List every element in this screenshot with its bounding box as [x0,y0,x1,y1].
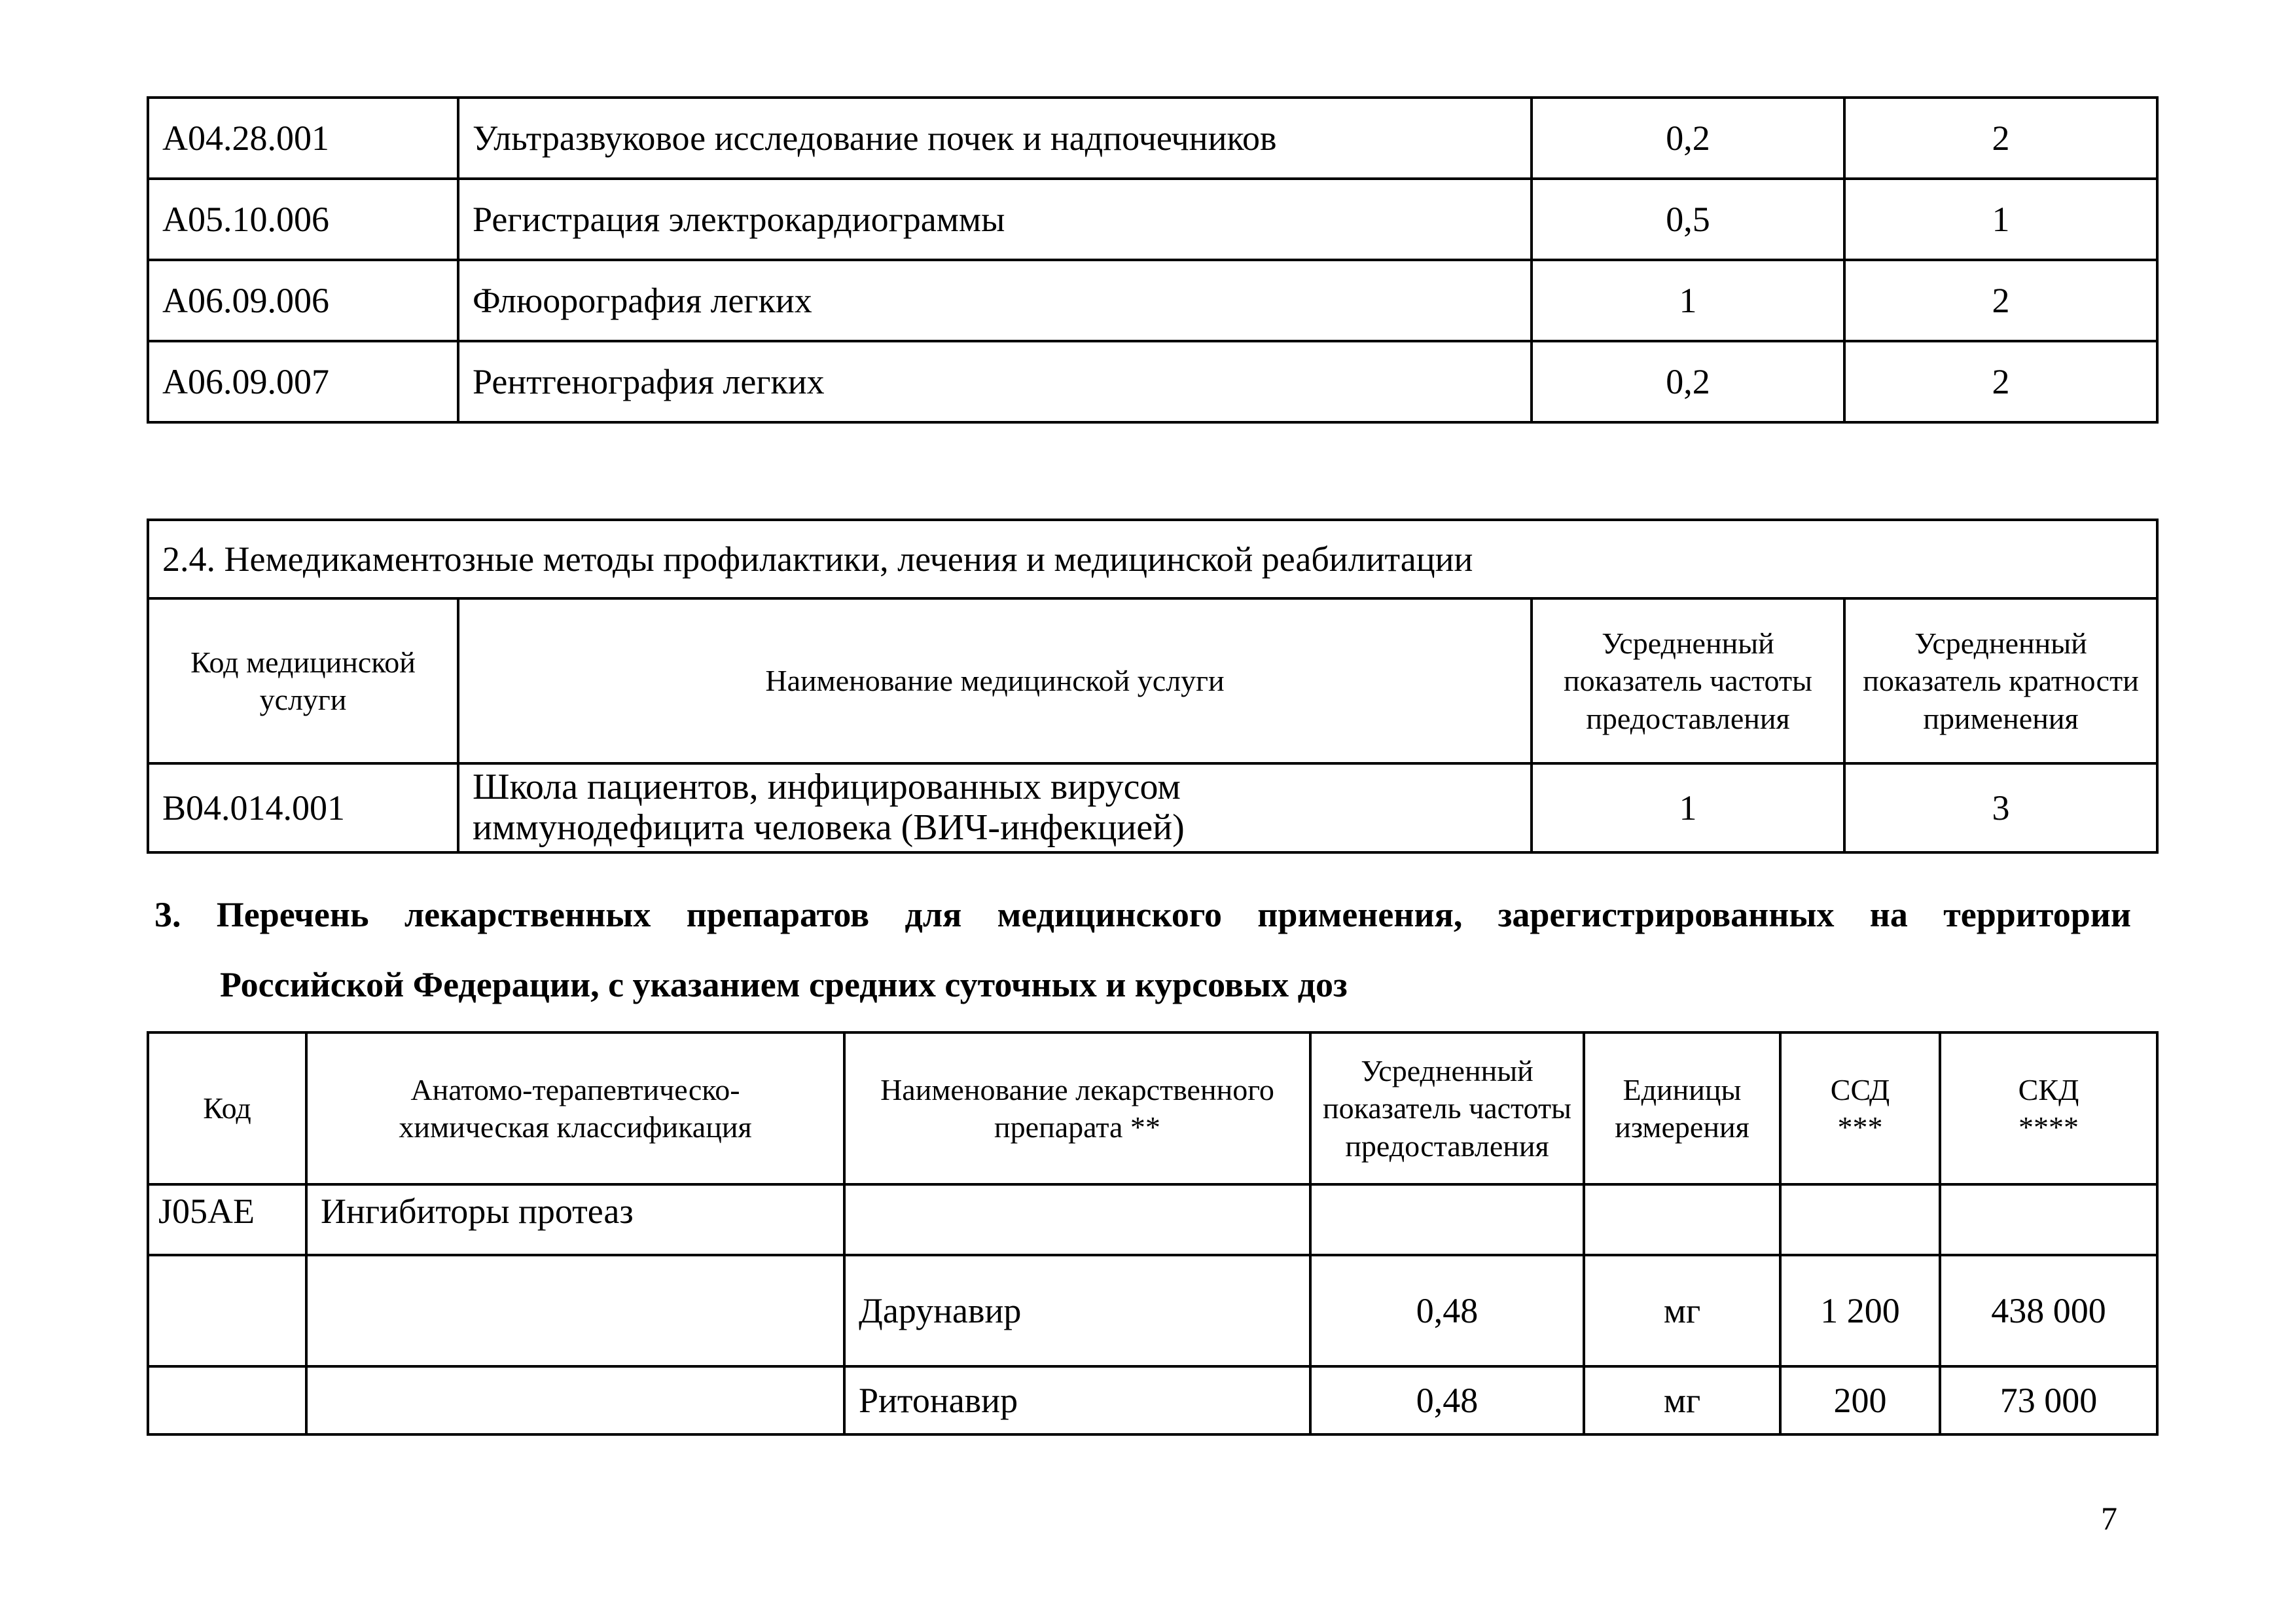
header-row [148,1032,2157,1184]
table-row [148,260,2157,341]
heading-line-1 [154,894,2131,936]
service-frequency: 0,2 [1532,341,1844,422]
service-name-line: иммунодефицита человека (ВИЧ-инфекцией) [473,807,1185,848]
service-multiplicity: 3 [1844,763,2157,852]
header-units: Единицы измерения [1584,1032,1780,1184]
heading-word: 3. [154,895,181,934]
heading-word: зарегистрированных [1498,895,1835,934]
page-number: 7 [2101,1500,2117,1537]
drug-unit: мг [1584,1366,1780,1434]
heading-word: для [905,895,962,934]
header-drug-name: Наименование лекарственного препарата ** [844,1032,1310,1184]
drugs-table [147,1031,2159,1436]
empty-cell [844,1184,1310,1255]
heading-word: Перечень [216,895,369,934]
header-frequency: Усредненный показатель частоты предоставления [1310,1032,1584,1184]
heading-word: на [1869,895,1908,934]
service-name: Рентгенография легких [458,341,1532,422]
table-row [148,1255,2157,1366]
service-code: А04.28.001 [148,98,458,179]
service-code: А06.09.007 [148,341,458,422]
heading-word: применения, [1257,895,1463,934]
service-name: Ультразвуковое исследование почек и надпочечников [458,98,1532,179]
empty-cell [306,1255,844,1366]
group-row [148,1184,2157,1255]
service-frequency: 1 [1532,763,1844,852]
service-name: Регистрация электрокардиограммы [458,179,1532,260]
drug-ssd: 200 [1780,1366,1940,1434]
table-row [148,98,2157,179]
header-code: Код [148,1032,306,1184]
service-code: А06.09.006 [148,260,458,341]
service-name-line: Школа пациентов, инфицированных вирусом [473,767,1181,808]
heading-word: медицинского [997,895,1222,934]
empty-cell [1310,1184,1584,1255]
service-frequency: 0,5 [1532,179,1844,260]
heading-word: территории [1943,895,2131,934]
service-name: Флюорография легких [458,260,1532,341]
drug-ssd: 1 200 [1780,1255,1940,1366]
empty-cell [306,1366,844,1434]
header-name: Наименование медицинской услуги [458,598,1532,763]
header-frequency: Усредненный показатель частоты предоставления [1532,598,1844,763]
drug-name: Ритонавир [844,1366,1310,1434]
table-row [148,341,2157,422]
header-ssd: ССД *** [1780,1032,1940,1184]
service-multiplicity: 2 [1844,98,2157,179]
empty-cell [1940,1184,2157,1255]
section-title: 2.4. Немедикаментозные методы профилактики, лечения и медицинской реабилитации [148,520,2157,598]
drug-skd: 438 000 [1940,1255,2157,1366]
header-code: Код медицинской услуги [148,598,458,763]
service-multiplicity: 2 [1844,260,2157,341]
service-frequency: 1 [1532,260,1844,341]
service-code: В04.014.001 [148,763,458,852]
drug-frequency: 0,48 [1310,1366,1584,1434]
heading-word: препаратов [686,895,870,934]
heading-line-2: Российской Федерации, с указанием средних суточных и курсовых доз [220,964,1348,1004]
header-row [148,598,2157,763]
header-skd: СКД **** [1940,1032,2157,1184]
table-row [148,1366,2157,1434]
empty-cell [1584,1184,1780,1255]
service-multiplicity: 2 [1844,341,2157,422]
drug-name: Дарунавир [844,1255,1310,1366]
drug-skd: 73 000 [1940,1366,2157,1434]
table-row [148,179,2157,260]
service-multiplicity: 1 [1844,179,2157,260]
section-3-heading [154,894,2131,1006]
section-title-row [148,520,2157,598]
atc-code: J05AE [148,1184,306,1255]
empty-cell [1780,1184,1940,1255]
service-frequency: 0,2 [1532,98,1844,179]
atc-group-name: Ингибиторы протеаз [306,1184,844,1255]
non-drug-methods-table [147,519,2159,854]
empty-cell [148,1255,306,1366]
services-table-continued [147,96,2159,424]
empty-cell [148,1366,306,1434]
heading-word: лекарственных [404,895,651,934]
table-row [148,763,2157,852]
service-code: А05.10.006 [148,179,458,260]
drug-unit: мг [1584,1255,1780,1366]
header-atc: Анатомо-терапевтическо-химическая классификация [306,1032,844,1184]
header-multiplicity: Усредненный показатель кратности применения [1844,598,2157,763]
service-name [458,763,1532,852]
drug-frequency: 0,48 [1310,1255,1584,1366]
